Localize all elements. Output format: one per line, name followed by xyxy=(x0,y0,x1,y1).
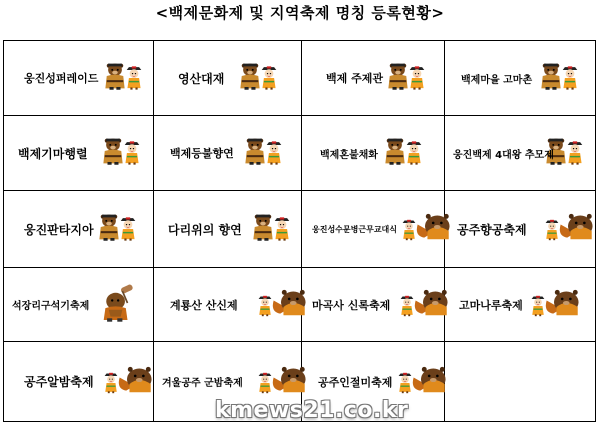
mascot-illustration xyxy=(258,366,308,398)
table-cell xyxy=(4,41,154,116)
doll-mascot-icon xyxy=(258,372,272,398)
bear-mascot-icon xyxy=(384,137,406,169)
table-cell xyxy=(445,342,596,422)
table-cell xyxy=(445,41,596,116)
festival-name-table xyxy=(3,40,596,422)
doll-mascot-icon xyxy=(406,141,422,169)
table-cell xyxy=(302,41,445,116)
table-cell xyxy=(302,116,445,191)
festival-name: 백제 주제관 xyxy=(326,72,383,85)
festival-name: 마곡사 신록축제 xyxy=(312,298,391,312)
mascot-illustration xyxy=(98,213,136,245)
boar-mascot-icon xyxy=(412,366,448,398)
table-cell xyxy=(154,268,302,342)
mascot-illustration xyxy=(384,137,422,169)
bear-mascot-icon xyxy=(104,62,126,94)
table-cell xyxy=(4,268,154,342)
festival-name: 웅진성수문병근무교대식 xyxy=(312,224,398,234)
doll-mascot-icon xyxy=(531,295,545,321)
festival-name: 백제마을 고마촌 xyxy=(461,74,533,86)
watermark: kmews21.co.kr xyxy=(215,398,409,423)
boar-mascot-icon xyxy=(545,289,581,321)
mascot-illustration xyxy=(102,284,136,326)
bear-mascot-icon xyxy=(239,62,261,94)
mascot-illustration xyxy=(400,289,450,321)
doll-mascot-icon xyxy=(120,217,136,245)
bear-mascot-icon xyxy=(98,213,120,245)
doll-mascot-icon xyxy=(104,372,118,398)
doll-mascot-icon xyxy=(274,217,290,245)
doll-mascot-icon xyxy=(567,141,583,169)
festival-name: 고마나루축제 xyxy=(459,298,523,312)
festival-name: 공주인절미축제 xyxy=(318,375,393,389)
bear-mascot-icon xyxy=(102,137,124,169)
doll-mascot-icon xyxy=(562,66,578,94)
doll-mascot-icon xyxy=(398,372,412,398)
table-cell xyxy=(154,41,302,116)
table-cell xyxy=(4,342,154,422)
table-cell xyxy=(302,191,445,268)
table-cell xyxy=(445,116,596,191)
festival-name: 웅진백제 4대왕 추모제 xyxy=(453,149,554,161)
table-cell xyxy=(4,191,154,268)
doll-mascot-icon xyxy=(124,141,140,169)
mascot-illustration xyxy=(540,62,578,94)
table-cell xyxy=(4,116,154,191)
mascot-illustration xyxy=(387,62,425,94)
caveman-mascot-icon xyxy=(102,284,136,326)
mascot-illustration xyxy=(545,213,595,245)
bear-mascot-icon xyxy=(540,62,562,94)
table-cell xyxy=(445,268,596,342)
festival-name: 영산대재 xyxy=(178,71,225,86)
festival-name: 석장리구석기축제 xyxy=(12,301,90,312)
festival-name: 계룡산 산신제 xyxy=(170,298,238,312)
mascot-illustration xyxy=(398,366,448,398)
bear-mascot-icon xyxy=(387,62,409,94)
table-cell xyxy=(445,191,596,268)
doll-mascot-icon xyxy=(261,66,277,94)
mascot-illustration xyxy=(239,62,277,94)
bear-mascot-icon xyxy=(252,213,274,245)
doll-mascot-icon xyxy=(400,295,414,321)
festival-name: 백제기마행렬 xyxy=(18,146,88,161)
mascot-illustration xyxy=(252,213,290,245)
festival-name: 웅진성퍼레이드 xyxy=(24,72,99,85)
mascot-illustration xyxy=(531,289,581,321)
festival-name: 다리위의 향연 xyxy=(168,222,242,237)
table-cell xyxy=(154,191,302,268)
table-cell xyxy=(302,268,445,342)
doll-mascot-icon xyxy=(266,141,282,169)
doll-mascot-icon xyxy=(545,219,559,245)
table-cell xyxy=(154,116,302,191)
festival-name: 백제혼불채화 xyxy=(320,149,378,161)
festival-name: 웅진판타지아 xyxy=(24,222,94,237)
bear-mascot-icon xyxy=(244,137,266,169)
doll-mascot-icon xyxy=(402,219,416,245)
boar-mascot-icon xyxy=(118,366,154,398)
festival-name: 공주알밤축제 xyxy=(24,375,94,389)
mascot-illustration xyxy=(258,289,308,321)
page-title: <백제문화제 및 지역축제 명칭 등록현황> xyxy=(155,4,445,22)
boar-mascot-icon xyxy=(559,213,595,245)
doll-mascot-icon xyxy=(126,66,142,94)
festival-name: 백제등불향연 xyxy=(170,147,234,160)
doll-mascot-icon xyxy=(409,66,425,94)
mascot-illustration xyxy=(104,366,154,398)
festival-name: 공주향공축제 xyxy=(457,222,527,237)
festival-name: 겨울공주 군밤축제 xyxy=(162,378,243,389)
mascot-illustration xyxy=(104,62,142,94)
mascot-illustration xyxy=(244,137,282,169)
doll-mascot-icon xyxy=(258,295,272,321)
mascot-illustration xyxy=(102,137,140,169)
